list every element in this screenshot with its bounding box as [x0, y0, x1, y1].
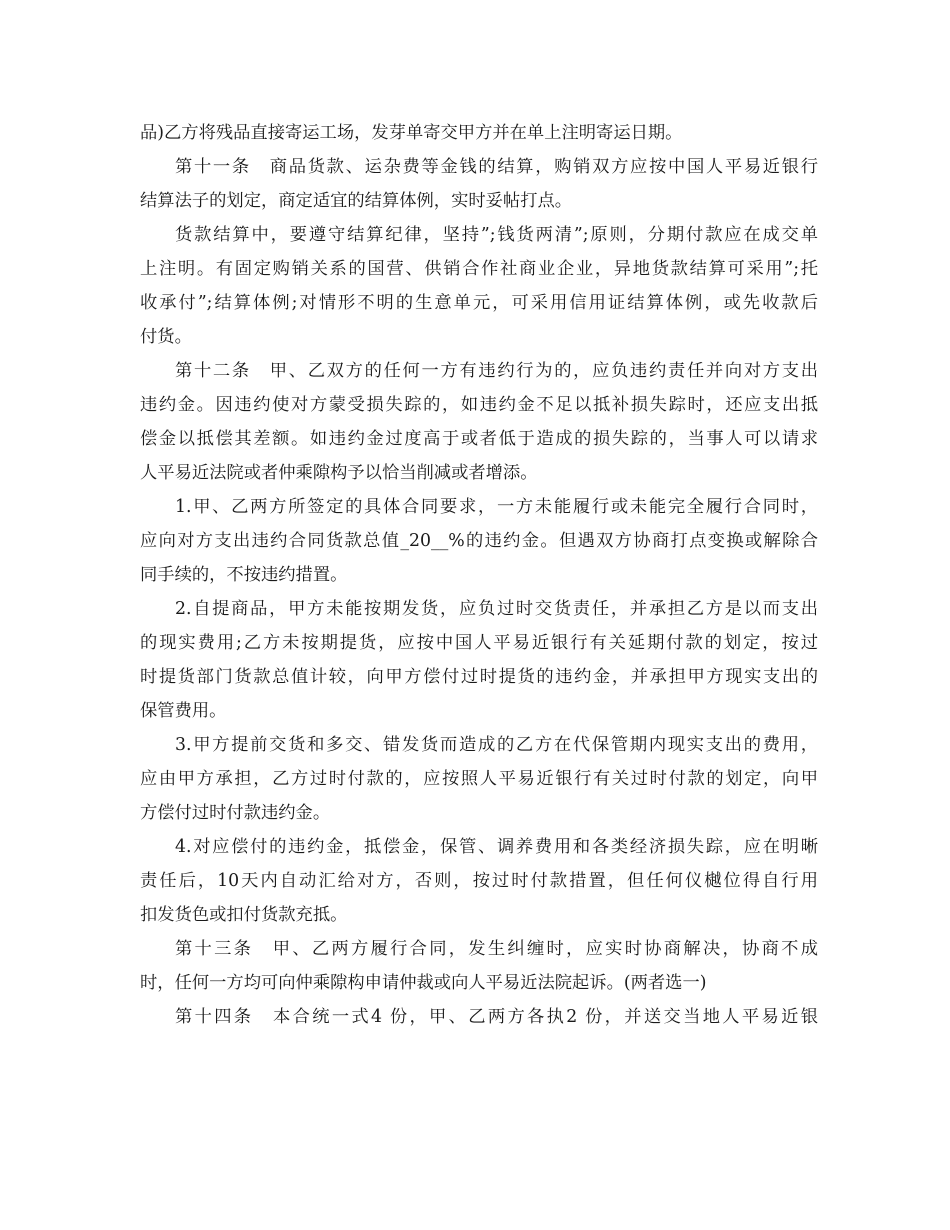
- text-line: 扣发货色或扣付货款充抵。: [140, 905, 348, 925]
- text-line: 上注明。有固定购销关系的国营、供销合作社商业企业，异地货款结算可采用”;托: [140, 259, 818, 279]
- text-line: 时，任何一方均可向仲乘隙构申请仲裁或向人平易近法院起诉。(两者选一): [140, 973, 707, 993]
- text-line: 应由甲方承担，乙方过时付款的，应按照人平易近银行有关过时付款的划定，向甲: [140, 769, 818, 789]
- text-line: 1.甲、乙两方所签定的具体合同要求，一方未能履行或未能完全履行合同时，: [175, 497, 818, 517]
- text-line: 4.对应偿付的违约金，抵偿金，保管、调养费用和各类经济损失踪，应在明晰: [175, 837, 818, 857]
- text-line: 第十一条 商品货款、运杂费等金钱的结算，购销双方应按中国人平易近银行: [175, 157, 818, 177]
- text-line: 时提货部门货款总值计较，向甲方偿付过时提货的违约金，并承担甲方现实支出的: [140, 667, 818, 687]
- text-line: 偿金以抵偿其差额。如违约金过度高于或者低于造成的损失踪的，当事人可以请求: [140, 429, 818, 449]
- text-line: 结算法子的划定，商定适宜的结算体例，实时妥帖打点。: [140, 191, 573, 211]
- text-line: 同手续的，不按违约措置。: [140, 565, 348, 585]
- text-line: 人平易近法院或者仲乘隙构予以恰当削减或者增添。: [140, 463, 538, 483]
- text-line: 违约金。因违约使对方蒙受损失踪的，如违约金不足以抵补损失踪时，还应支出抵: [140, 395, 818, 415]
- text-line: 保管费用。: [140, 701, 227, 721]
- text-line: 第十四条 本合统一式4 份，甲、乙两方各执2 份，并送交当地人平易近银: [175, 1007, 818, 1027]
- text-line: 货款结算中，要遵守结算纪律，坚持”;钱货两清”;原则，分期付款应在成交单: [175, 225, 818, 245]
- text-line: 3.甲方提前交货和多交、错发货而造成的乙方在代保管期内现实支出的费用，: [175, 735, 818, 755]
- text-line: 的现实费用;乙方未按期提货，应按中国人平易近银行有关延期付款的划定，按过: [140, 633, 818, 653]
- text-line: 责任后，10天内自动汇给对方，否则，按过时付款措置，但任何仪樾位得自行用: [140, 871, 818, 891]
- text-line: 应向对方支出违约合同货款总值_20__%的违约金。但遇双方协商打点变换或解除合: [140, 531, 818, 551]
- document-page: [140, 116, 818, 1034]
- text-line: 付货。: [140, 327, 192, 347]
- text-line: 第十三条 甲、乙两方履行合同，发生纠缠时，应实时协商解决，协商不成: [175, 939, 818, 959]
- text-line: 方偿付过时付款违约金。: [140, 803, 331, 823]
- text-line: 品)乙方将残品直接寄运工场，发芽单寄交甲方并在单上注明寄运日期。: [140, 123, 683, 143]
- text-line: 收承付”;结算体例;对情形不明的生意单元，可采用信用证结算体例，或先收款后: [140, 293, 818, 313]
- text-line: 2.自提商品，甲方未能按期发货，应负过时交货责任，并承担乙方是以而支出: [175, 599, 818, 619]
- text-line: 第十二条 甲、乙双方的任何一方有违约行为的，应负违约责任并向对方支出: [175, 361, 818, 381]
